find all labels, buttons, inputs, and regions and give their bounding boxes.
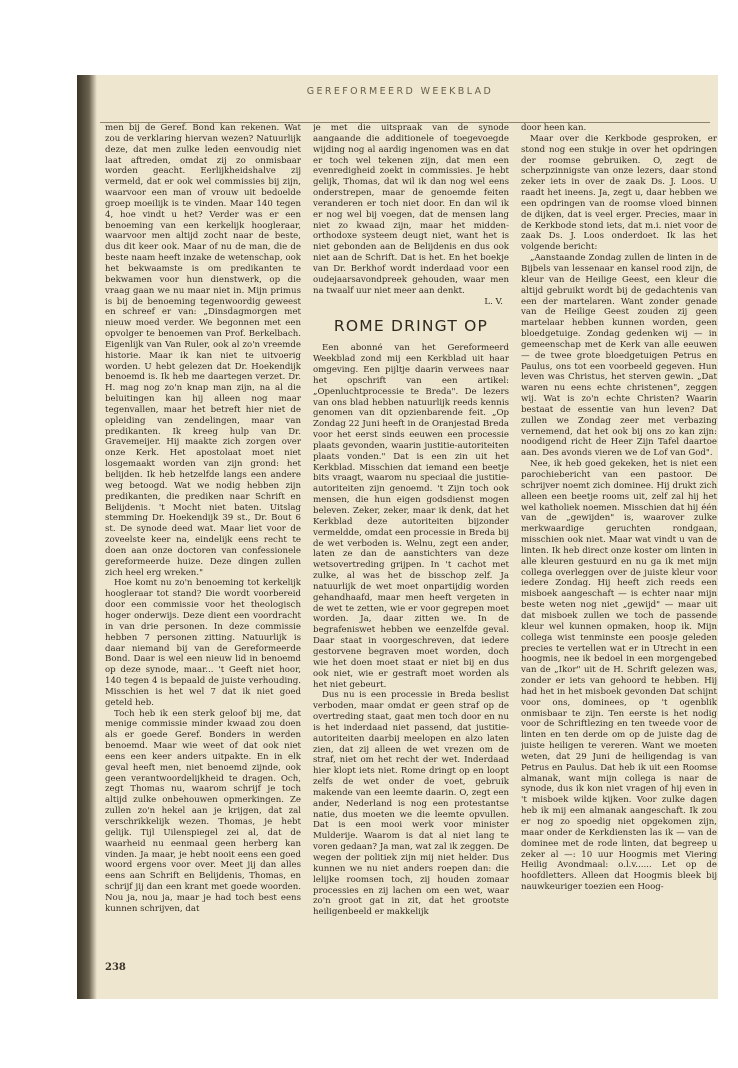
article-title: ROME DRINGT OP — [333, 317, 489, 336]
column-2 — [313, 123, 509, 955]
paragraph: men bij de Geref. Bond kan rekenen. Wat zou de verklaring hiervan wezen? Natuurlijk deze, dat men zulke leden eenvoudig niet laat aftreden, omdat zij zo onmisbaar worden geacht. Eerlijkheidshalve zij vermeld, dat er ook wel commissies bij zijn, waarvoor een man of vrouw uit bedoelde groep moeilijk is te vinden. Maar 140 tegen 4, hoe vindt u het? Verder was er een benoeming van een kerkelijk hoogleraar, waarvoor men altijd zocht naar de beste, dus dit keer ook. Maar of nu de man, die de beste naam heeft inzake de wetenschap, ook het bekwaamste is om predikanten te bekwamen voor hun dienstwerk, op die vraag gaan we nu maar niet in. Mijn primus is bij de benoeming tegenwoordig geweest en schreef er van: „Dinsdagmorgen met nieuw moed verder. We begonnen met een opvolger te benoemen van Prof. Berkelbach. Eigenlijk van Van Ruler, ook al zo'n vreemde historie. Maar ik kan niet te uitvoerig worden. U hebt gelezen dat Dr. Hoekendijk benoemd is. Ik heb me daartegen verzet. Dr. H. mag nog zo'n knap man zijn, na al die beluitingen kan hij alleen nog maar tegenvallen, maar het betreft hier niet de opleiding van zendelingen, maar van predikanten. Ik kreeg hulp van Dr. Gravemeijer. Hij maakte zich zorgen over onze Kerk. Het apostolaat moet niet losgemaakt worden van zijn grond: het belijden. Ik heb hetzelfde langs een andere weg betoogd. Wat we nodig hebben zijn predikanten, die prediken naar Schrift en Belijdenis. 't Mocht niet baten. Uitslag stemming Dr. Hoekendijk 39 st., Dr. Bout 6 st. De synode deed wat. Maar liet voor de zoveelste keer na, eindelijk eens recht te doen aan onze doctoren van confessionele gereformeerde huize. Deze dingen zullen zich heel erg wreken." — [105, 123, 301, 578]
paragraph: Een abonné van het Gereformeerd Weekblad zond mij een Kerkblad uit haar omgeving. Een pijltje daarin verwees naar het opschrift van een artikel: „Openluchtprocessie te Breda". De lezers van ons blad hebben natuurlijk reeds kennis genomen van dit opzienbarende feit. „Op Zondag 22 Juni heeft in de Oranjestad Breda voor het eerst sinds eeuwen een processie plaats gevonden, waarin justitie-autoriteiten plaats vonden." Dat is een zin uit het Kerkblad. Misschien dat iemand een beetje bits vraagt, waarom nu speciaal die justitie-autoriteiten zijn genoemd. 't Zijn toch ook mensen, die hun eigen godsdienst mogen beleven. Zeker, zeker, maar ik denk, dat het Kerkblad deze autoriteiten bijzonder vermeldde, omdat een processie in Breda bij de wet verboden is. Welnu, zegt een ander, laten ze dan de aanstichters van deze wetsovertreding grijpen. In 't cachot met zulke, al was het de bisschop zelf. Ja natuurlijk de wet moet onpartijdig worden gehandhaafd, maar men heeft vergeten in de wet te zetten, wie er voor gegrepen moet worden. Ja, daar zitten we. In de begrafeniswet hebben we eenzelfde geval. Daar staat in voorgeschreven, dat iedere gestorvene begraven moet worden, doch wie het doen moet staat er niet bij en dus ook niet, wie er gestraft moet worden als het niet gebeurt. — [313, 343, 509, 690]
paragraph: Hoe komt nu zo'n benoeming tot kerkelijk hoogleraar tot stand? Die wordt voorbereid door een commissie voor het theologisch hoger onderwijs. Deze dient een voordracht in van drie personen. In deze commissie hebben 7 personen zitting. Natuurlijk is daar niemand bij van de Gereformeerde Bond. Daar is wel een nieuw lid in benoemd op deze synode, maar... 't Geeft niet hoor, 140 tegen 4 is bepaald de juiste verhouding. Misschien is het wel 7 dat ik niet goed geteld heb. — [105, 578, 301, 708]
paragraph: Toch heb ik een sterk geloof bij me, dat menige commissie minder kwaad zou doen als er goede Geref. Bonders in werden benoemd. Maar wie weet of dat ook niet eens een keer anders uitpakte. En in elk geval heeft men, niet benoemd zijnde, ook geen verantwoordelijkheid te dragen. Och, zegt Thomas nu, waarom schrijf je toch altijd zulke onbehouwen opmerkingen. Ze zullen zo'n hekel aan je krijgen, dat zal verschrikkelijk wezen. Thomas, je hebt gelijk. Tijl Uilenspiegel zei al, dat de waarheid nu eenmaal geen herberg kan vinden. Ja maar, je hebt nooit eens een goed woord ergens voor over. Meet jij dan alles eens aan Schrift en Belijdenis, Thomas, en schrijf jij dan een krant met goede woorden. Nou ja, nou ja, maar je had toch best eens kunnen schrijven, dat — [105, 708, 301, 914]
author-signature: L. V. — [484, 296, 503, 307]
paragraph: Maar over die Kerkbode gesproken, er stond nog een stukje in over het opdringen der roomse gebruiken. O, zegt de scherpzinnigste van onze lezers, daar stond zeker iets in over de zaak Ds. J. Loos. U raadt het ineens. Ja, zegt u, daar hebben we een opdringen van de roomse vloed binnen de dijken, dat is veel erger. Precies, maar in de Kerkbode stond iets, dat m.i. niet voor de zaak Ds. J. Loos onderdoet. Ik las het volgende bericht: — [521, 133, 717, 253]
column-1 — [105, 123, 301, 955]
paragraph: „Aanstaande Zondag zullen de linten in de Bijbels van lessenaar en kansel rood zijn, de kleur van de Heilige Geest, een kleur die altijd gebruikt wordt bij de gedachtenis van een der martelaren. Want zonder genade van de Heilige Geest zouden zij geen martelaar hebben kunnen worden, geen bloedgetuige. Zondag gedenken wij — in gemeenschap met de Kerk van alle eeuwen — de twee grote bloedgetuigen Petrus en Paulus, ons tot een voorbeeld gegeven. Hun leven was Christus, het sterven gewin. „Dat waren nu eens echte christenen", zeggen wij. Wat is zo'n echte Christen? Waarin bestaat de essentie van hun leven? Dat zullen we Zondag zeer met verbazing vernemend, dat het ook bij ons zo kan zijn: noodigend richt de Heer Zijn Tafel daartoe aan. Des avonds vieren we de Lof van God". — [521, 253, 717, 459]
paragraph: Dus nu is een processie in Breda beslist verboden, maar omdat er geen straf op de overtreding staat, gaat men toch door en nu is het inderdaad niet passend, dat justitie-autoriteiten daarbij meelopen en alzo laten zien, dat zij alleen de wet vrezen om de straf, niet om het recht der wet. Inderdaad hier klopt iets niet. Rome dringt op en loopt zelfs de wet onder de voet, gebruik makende van een leemte daarin. O, zegt een ander, Nederland is nog een protestantse natie, dus moeten we die leemte opvullen. Dat is een mooi werk voor minister Mulderije. Waarom is dat al niet lang te voren gedaan? Ja man, wat zal ik zeggen. De wegen der politiek zijn mij niet helder. Dus kunnen we nu niet anders roepen dan: die lelijke roomsen toch, zij houden zomaar processies en zij lachen om een wet, waar zo'n groot gat in zit, dat het grootste heiligenbeeld er makkelijk — [313, 690, 509, 918]
page-number: 238 — [105, 962, 126, 973]
paragraph: je met die uitspraak van de synode aangaande die additionele of toegevoegde wijding nog al aardig ingenomen was en dat er toch wel tekenen zijn, dat men een evenredigheid zoekt in commissies. Je hebt gelijk, Thomas, dat wil ik dan nog wel eens onderstrepen, maar de genoemde feiten veranderen er toch niet door. En dan wil ik er nog wel bij voegen, dat de mensen lang niet zo kwaad zijn, maar het midden-orthodoxe systeem deugt niet, want het is niet gebonden aan de Belijdenis en dus ook niet aan de Schrift. Dat is het. En het boekje van Dr. Berkhof wordt inderdaad voor een oudejaarsavondpreek gehouden, waar men na twaalf uur niet meer aan denkt. — [313, 123, 509, 296]
page-spine-shadow — [77, 75, 97, 999]
paragraph: door heen kan. — [521, 123, 587, 133]
running-header: GEREFORMEERD WEEKBLAD — [306, 86, 494, 97]
column-3 — [521, 123, 717, 955]
paragraph: Nee, ik heb goed gekeken, het is niet een parochiebericht van een pastoor. De schrijver noemt zich dominee. Hij drukt zich alleen een beetje rooms uit, zelf zal hij het wel katholiek noemen. Misschien dat hij één van de „gewijden" is, waarover zulke merkwaardige geruchten rondgaan, misschien ook niet. Maar wat vindt u van de linten. Ik heb direct onze koster om linten in alle kleuren gestuurd en nu ga ik met mijn collega overleggen over de juiste kleur voor iedere Zondag. Hij heeft zich reeds een misboek aangeschaft — is echter naar mijn beste weten nog niet „gewijd" — maar uit dat misboek zullen we toch de passende kleur wel kunnen opmaken, hoop ik. Mijn collega wist tenminste een poosje geleden precies te vertellen wat er in Utrecht in een hoogmis, nee ik bedoel in een morgengebed van de „Ikor" uit de H. Schrift gelezen was, zonder er iets van gehoord te hebben. Hij had het in het misboek gevonden Dat schijnt voor ons, dominees, op 't ogenblik onmisbaar te zijn. Ten eerste is het nodig voor de Schriftlezing en ten tweede voor de linten en ten derde om op de juiste dag de juiste heiligen te vereren. Want we moeten weten, dat 29 Juni de heiligendag is van Petrus en Paulus. Dat heb ik uit een Roomse almanak, want mijn collega is naar de synode, dus ik kon niet vragen of hij even in 't misboek wilde kijken. Voor zulke dagen heb ik mij een almanak aangeschaft. Ik zou er nog zo spoedig niet opgekomen zijn, maar onder de Kerkdiensten las ik — van de dominee met de rode linten, dat begreep u zeker al —: 10 uur Hoogmis met Viering Heilig Avondmaal: o.l.v...... Let op de hoofdletters. Alleen dat Hoogmis bleek bij nauwkeuriger toezien een Hoog- — [521, 459, 717, 893]
